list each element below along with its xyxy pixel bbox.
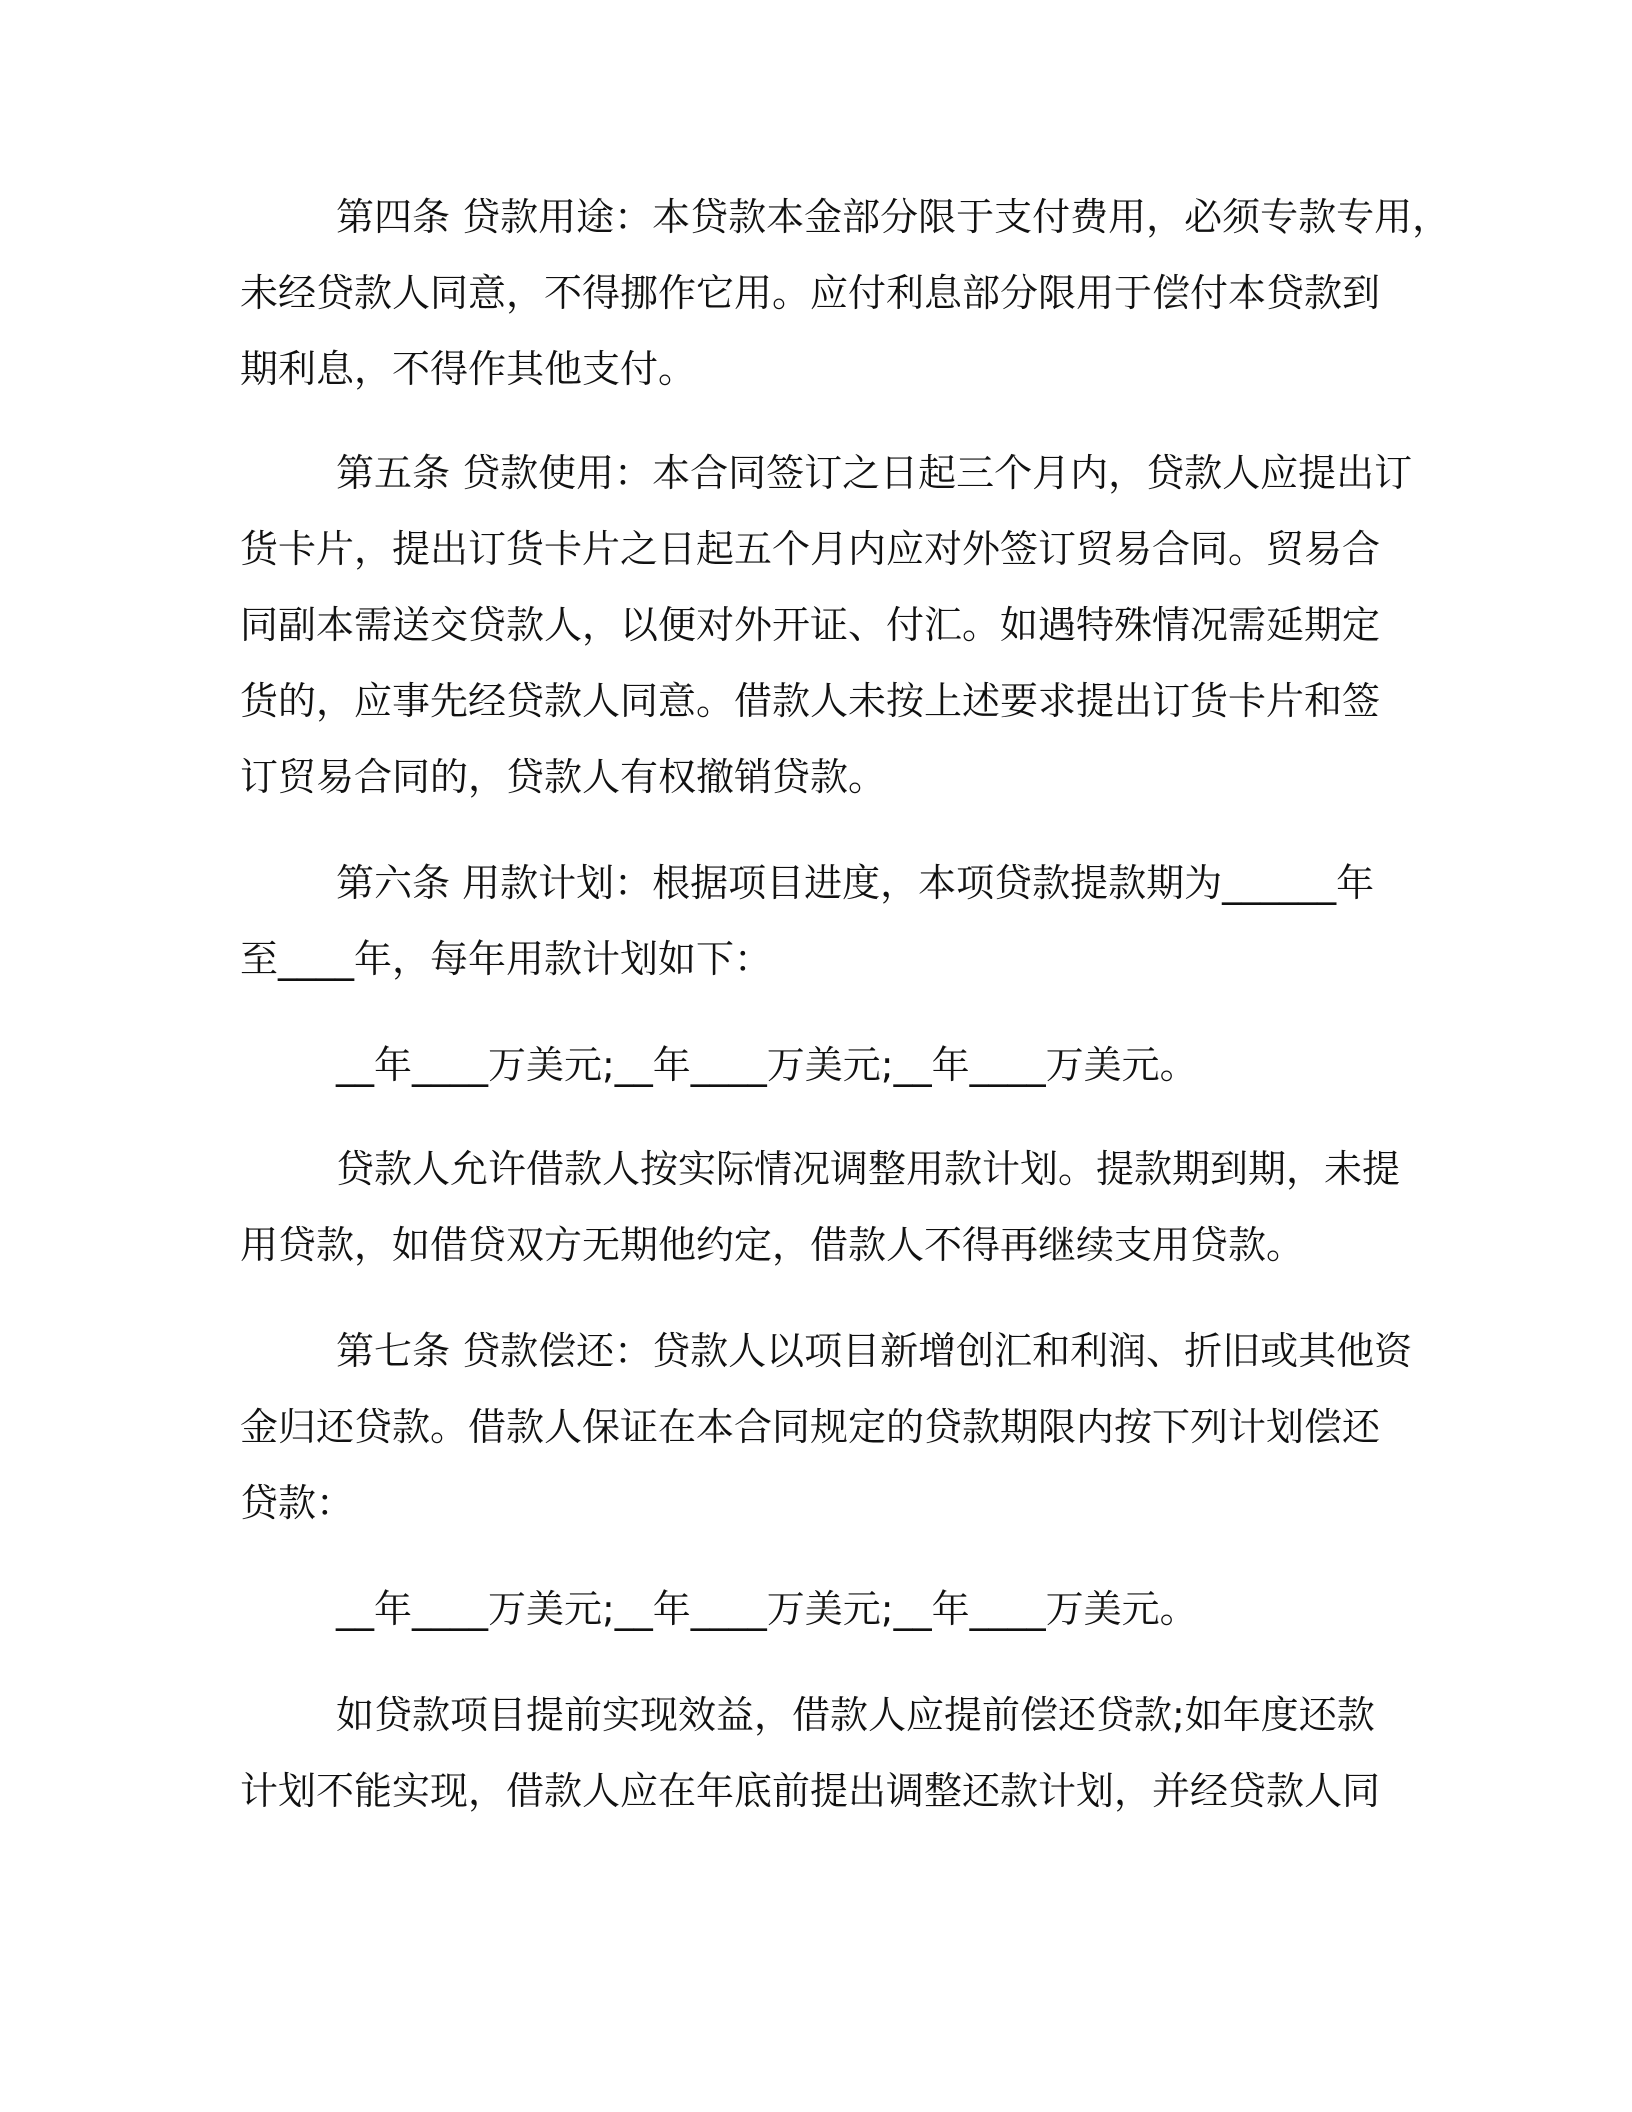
- article5-line-2: 货卡片，提出订货卡片之日起五个月内应对外签订贸易合同。贸易合: [240, 527, 1381, 571]
- article6-schedule: __年____万美元;__年____万美元;__年____万美元。: [336, 1043, 1198, 1087]
- article6-note-line-2: 用贷款，如借贷双方无期他约定，借款人不得再继续支用贷款。: [240, 1223, 1305, 1267]
- article6-note-line-1: 贷款人允许借款人按实际情况调整用款计划。提款期到期，未提: [336, 1147, 1401, 1191]
- article7-line-1: 第七条 贷款偿还：贷款人以项目新增创汇和利润、折旧或其他资: [336, 1329, 1413, 1373]
- article5-line-3: 同副本需送交贷款人，以便对外开证、付汇。如遇特殊情况需延期定: [240, 603, 1381, 647]
- article5-line-4: 货的，应事先经贷款人同意。借款人未按上述要求提出订货卡片和签: [240, 679, 1381, 723]
- article5-line-1: 第五条 贷款使用：本合同签订之日起三个月内，贷款人应提出订: [336, 451, 1413, 495]
- article7-schedule: __年____万美元;__年____万美元;__年____万美元。: [336, 1587, 1198, 1631]
- article4-line-3: 期利息，不得作其他支付。: [240, 347, 697, 391]
- article7-line-2: 金归还贷款。借款人保证在本合同规定的贷款期限内按下列计划偿还: [240, 1405, 1381, 1449]
- article4-line-1: 第四条 贷款用途：本贷款本金部分限于支付费用，必须专款专用，: [336, 195, 1451, 239]
- article5-line-5: 订贸易合同的，贷款人有权撤销贷款。: [240, 755, 887, 799]
- article7-note-line-2: 计划不能实现，借款人应在年底前提出调整还款计划，并经贷款人同: [240, 1769, 1381, 1813]
- article7-note-line-1: 如贷款项目提前实现效益，借款人应提前偿还贷款;如年度还款: [336, 1693, 1375, 1737]
- article6-line-1: 第六条 用款计划：根据项目进度，本项贷款提款期为______年: [336, 861, 1375, 905]
- article4-line-2: 未经贷款人同意，不得挪作它用。应付利息部分限用于偿付本贷款到: [240, 271, 1381, 315]
- article6-line-2: 至____年，每年用款计划如下：: [240, 937, 773, 981]
- article7-line-3: 贷款：: [240, 1481, 355, 1525]
